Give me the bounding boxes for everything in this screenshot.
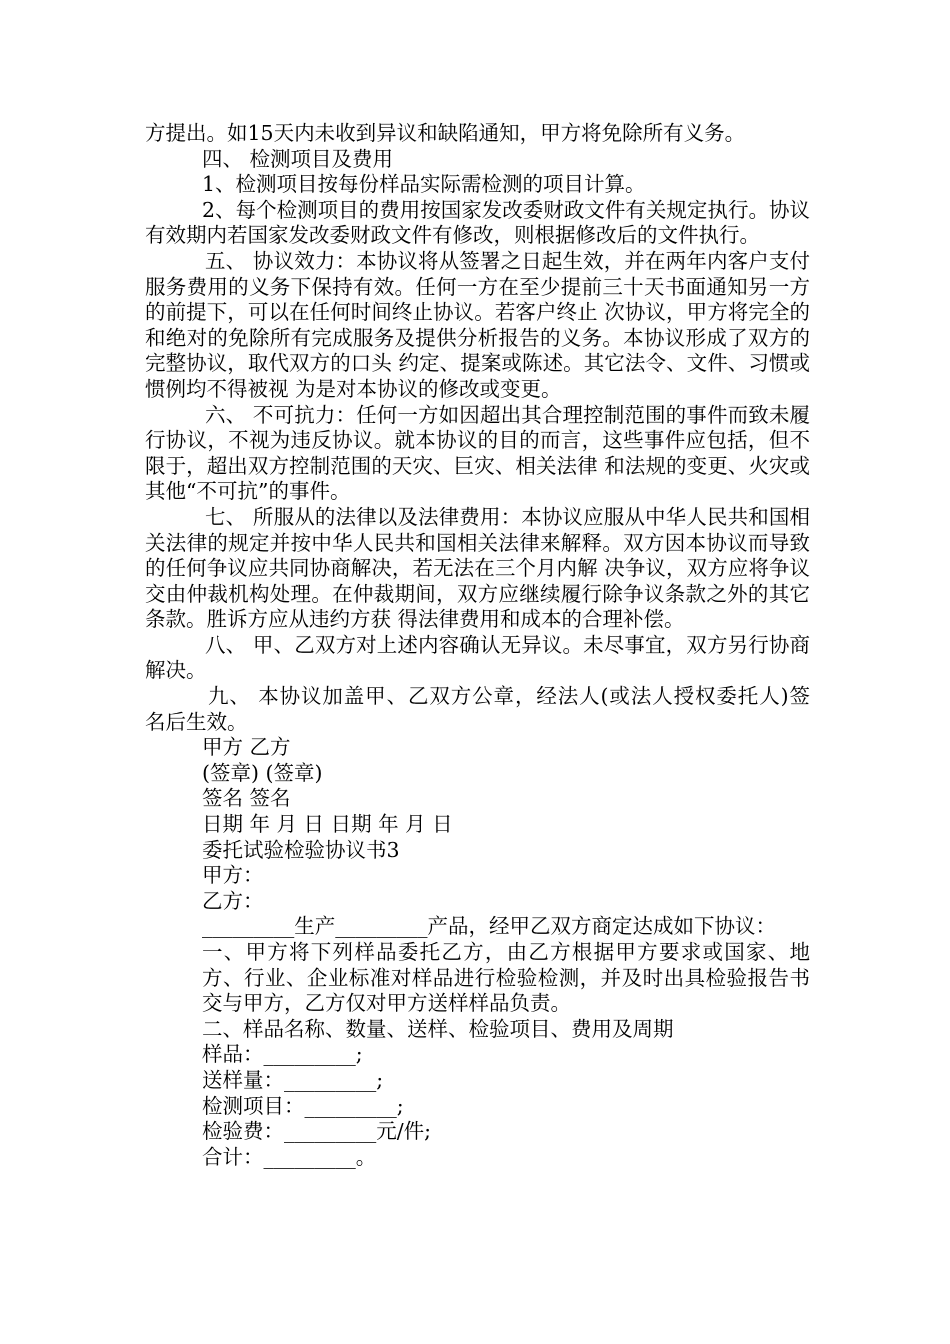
party-b-field: 乙方：: [202, 888, 264, 913]
paragraph: 九、 本协议加盖甲、乙双方公章，经法人(或法人授权委托人)签 名后生效。: [145, 684, 810, 734]
sample-field: 样品：_________;: [202, 1042, 363, 1067]
party-a-field: 甲方：: [202, 863, 264, 888]
signature-seals: (签章) (签章): [202, 760, 323, 785]
section-heading: 四、 检测项目及费用: [202, 146, 394, 171]
paragraph: 八、 甲、乙双方对上述内容确认无异议。未尽事宜，双方另行协商 解决。: [145, 632, 810, 683]
agreement-intro: _________生产_________产品，经甲乙双方商定达成如下协议：: [202, 914, 776, 939]
document-body: [145, 121, 810, 1170]
paragraph: 六、 不可抗力：任何一方如因超出其合理控制范围的事件而致未履 行协议，不视为违反协议。就本协议的目的而言，这些事件应包括，但不限于，超出双方控制范围的天灾、巨灾、相关法律 和法规的变更、火灾或其他“不可抗”的事件。: [145, 402, 810, 504]
paragraph: 七、 所服从的法律以及法律费用：本协议应服从中华人民共和国相 关法律的规定并按中华人民共和国相关法律来解释。双方因本协议而导致的任何争议应共同协商解决，若无法在三个月内解 决争议，双方应将争议交由仲裁机构处理。在仲裁期间，双方应继续履行除争议条款之外的其它条款。胜诉方应从违约方获 得法律费用和成本的合理补偿。: [145, 504, 810, 632]
paragraph: 1、检测项目按每份样品实际需检测的项目计算。: [202, 172, 646, 197]
document-title: 委托试验检验协议书3: [202, 837, 400, 862]
paragraph: 方提出。如15天内未收到异议和缺陷通知，甲方将免除所有义务。: [145, 121, 746, 145]
paragraph: 一、甲方将下列样品委托乙方，由乙方根据甲方要求或国家、地方、行业、企业标准对样品进行检验检测，并及时出具检验报告书交与甲方，乙方仅对甲方送样样品负责。: [202, 940, 810, 1016]
signature-parties: 甲方 乙方: [202, 735, 291, 760]
paragraph: 五、 协议效力：本协议将从签署之日起生效，并在两年内客户支付 服务费用的义务下保持有效。任何一方在至少提前三十天书面通知另一方的前提下，可以在任何时间终止协议。若客户终止 次协议，甲方将完全的和绝对的免除所有完成服务及提供分析报告的义务。本协议形成了双方的完整协议，取代双方的口头 约定、提案或陈述。其它法令、文件、习惯或惯例均不得被视 为是对本协议的修改或变更。: [145, 248, 810, 401]
section-heading: 二、样品名称、数量、送样、检验项目、费用及周期: [202, 1016, 674, 1041]
total-field: 合计：_________。: [202, 1144, 377, 1169]
test-items-field: 检测项目：_________;: [202, 1093, 404, 1118]
sample-quantity-field: 送样量：_________;: [202, 1067, 384, 1092]
signature-dates: 日期 年 月 日 日期 年 月 日: [202, 812, 453, 837]
test-fee-field: 检验费：_________元/件;: [202, 1119, 432, 1144]
paragraph: 2、每个检测项目的费用按国家发改委财政文件有关规定执行。协议有效期内若国家发改委财政文件有修改，则根据修改后的文件执行。: [145, 197, 810, 248]
signature-names: 签名 签名: [202, 786, 291, 811]
